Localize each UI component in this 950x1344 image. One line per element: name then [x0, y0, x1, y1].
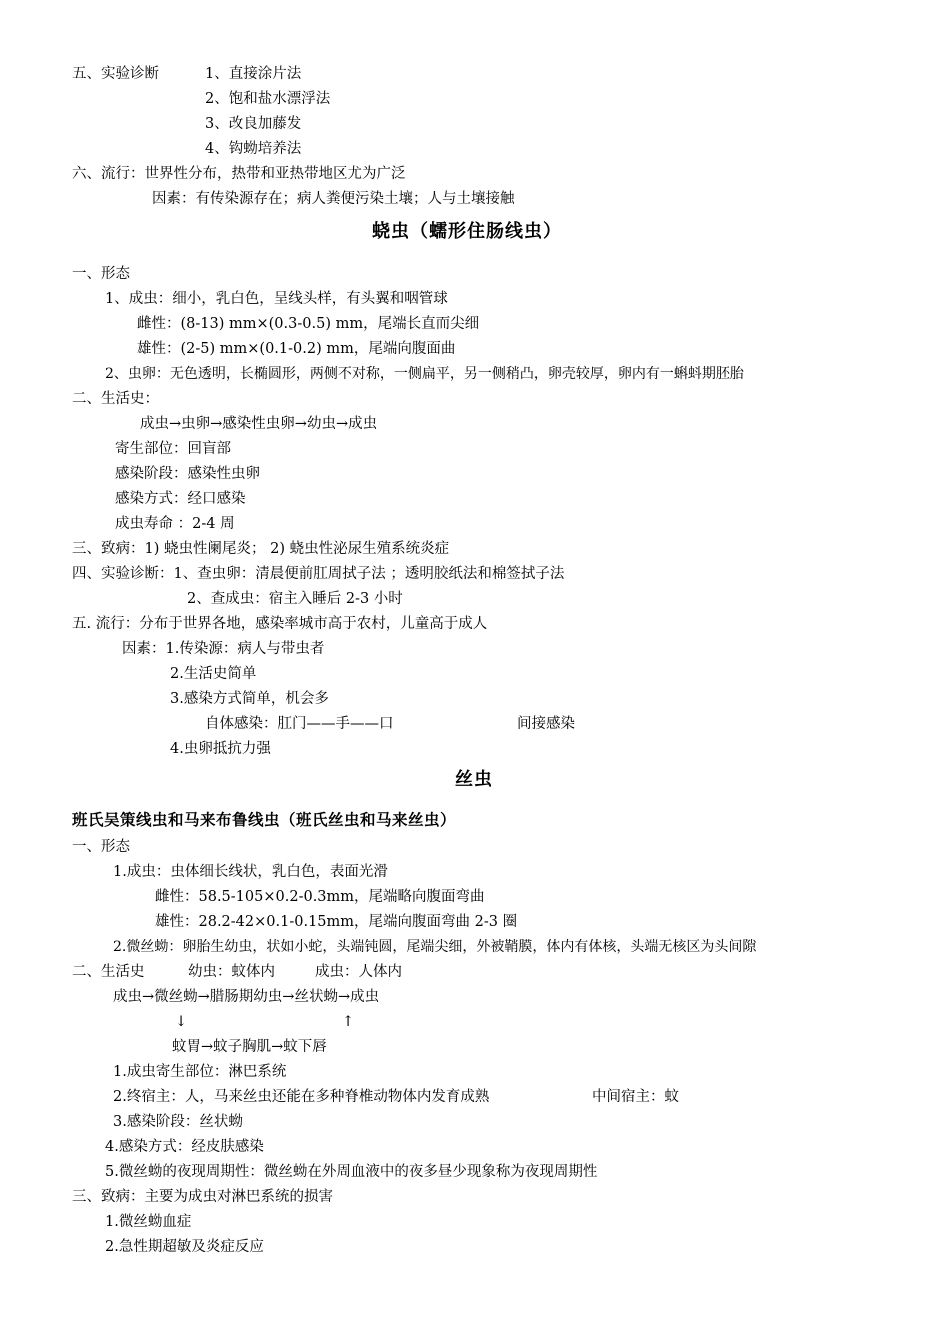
down-arrow: ↓ [175, 1014, 188, 1030]
text-line: 1.微丝蚴血症 [105, 1214, 192, 1230]
section-epidemiology-2: 五. 流行：分布于世界各地，感染率城市高于农村，儿童高于成人 [72, 616, 488, 632]
text-line: 成虫：人体内 [315, 964, 402, 980]
list-item: 4、钩蚴培养法 [205, 141, 302, 157]
text-line: 3.感染阶段：丝状蚴 [113, 1114, 243, 1130]
text-line: 1.成虫：虫体细长线状，乳白色，表面光滑 [113, 864, 388, 880]
text-line: 感染阶段：感染性虫卵 [115, 466, 260, 482]
text-line: 自体感染：肛门——手——口 [205, 716, 394, 732]
text-line: 2、虫卵：无色透明，长椭圆形，两侧不对称，一侧扁平，另一侧稍凸，卵壳较厚，卵内有一蝌蚪期胚胎 [105, 366, 744, 382]
text-line: 1、成虫：细小，乳白色，呈线头样，有头翼和咽管球 [105, 291, 448, 307]
text-line: 感染方式：经口感染 [115, 491, 246, 507]
text-line: 5.微丝蚴的夜现周期性：微丝蚴在外周血液中的夜多昼少现象称为夜现周期性 [105, 1164, 598, 1180]
section-morphology-2: 一、形态 [72, 839, 130, 855]
text-line: 幼虫：蚊体内 [188, 964, 275, 980]
text-line: 成虫寿命 ：2-4 周 [115, 516, 235, 532]
section-lab-diagnosis-2: 四、实验诊断：1、查虫卵：清晨便前肛周拭子法 ；透明胶纸法和棉签拭子法 [72, 566, 565, 582]
text-line: 因素：1.传染源：病人与带虫者 [122, 641, 325, 657]
section-life-cycle-2: 二、生活史 [72, 964, 145, 980]
list-item: 1、直接涂片法 [205, 66, 302, 82]
list-item: 3、改良加藤发 [205, 116, 302, 132]
text-line: 2.终宿主：人，马来丝虫还能在多种脊椎动物体内发育成熟 [113, 1089, 490, 1105]
section-epidemiology: 六、流行：世界性分布，热带和亚热带地区尤为广泛 [72, 166, 406, 182]
subheading-filaria-species: 班氏吴策线虫和马来布鲁线虫（班氏丝虫和马来丝虫） [72, 810, 457, 829]
up-arrow: ↑ [342, 1014, 355, 1030]
heading-pinworm: 蛲虫（蠕形住肠线虫） [372, 221, 562, 242]
section-pathogenesis-2: 三、致病：主要为成虫对淋巴系统的损害 [72, 1189, 333, 1205]
text-line: 4.虫卵抵抗力强 [170, 741, 271, 757]
text-line: 中间宿主：蚊 [592, 1089, 679, 1105]
text-line: 雌性：(8-13) mm×(0.3-0.5) mm，尾端长直而尖细 [137, 316, 480, 332]
text-line: 2、查成虫：宿主入睡后 2-3 小时 [187, 591, 403, 607]
text-line: 雄性：28.2-42×0.1-0.15mm，尾端向腹面弯曲 2-3 圈 [155, 914, 518, 930]
text-line: 1.成虫寄生部位：淋巴系统 [113, 1064, 287, 1080]
text-line: 寄生部位：回盲部 [115, 441, 231, 457]
section-lab-diagnosis: 五、实验诊断 [72, 66, 159, 82]
text-line: 间接感染 [517, 716, 575, 732]
text-line: 2.微丝蚴：卵胎生幼虫，状如小蛇，头端钝圆，尾端尖细，外被鞘膜，体内有体核，头端无核区为头间隙 [113, 939, 757, 955]
list-item: 2、饱和盐水漂浮法 [205, 91, 331, 107]
life-cycle-flow: 成虫→微丝蚴→腊肠期幼虫→丝状蚴→成虫 [113, 989, 380, 1005]
text-line: 雄性：(2-5) mm×(0.1-0.2) mm，尾端向腹面曲 [137, 341, 456, 357]
text-line: 4.感染方式：经皮肤感染 [105, 1139, 264, 1155]
text-line: 雌性：58.5-105×0.2-0.3mm，尾端略向腹面弯曲 [155, 889, 485, 905]
text-line: 2.生活史简单 [170, 666, 257, 682]
section-morphology: 一、形态 [72, 266, 130, 282]
heading-filaria: 丝虫 [455, 769, 493, 790]
life-cycle-flow: 蚊胃→蚊子胸肌→蚊下唇 [172, 1039, 327, 1055]
section-life-cycle: 二、生活史： [72, 391, 159, 407]
section-pathogenesis: 三、致病：1) 蛲虫性阑尾炎； 2) 蛲虫性泌尿生殖系统炎症 [72, 541, 450, 557]
text-line: 2.急性期超敏及炎症反应 [105, 1239, 264, 1255]
text-line: 因素：有传染源存在；病人粪便污染土壤；人与土壤接触 [152, 191, 515, 207]
text-line: 3.感染方式简单，机会多 [170, 691, 329, 707]
life-cycle-flow: 成虫→虫卵→感染性虫卵→幼虫→成虫 [140, 416, 378, 432]
